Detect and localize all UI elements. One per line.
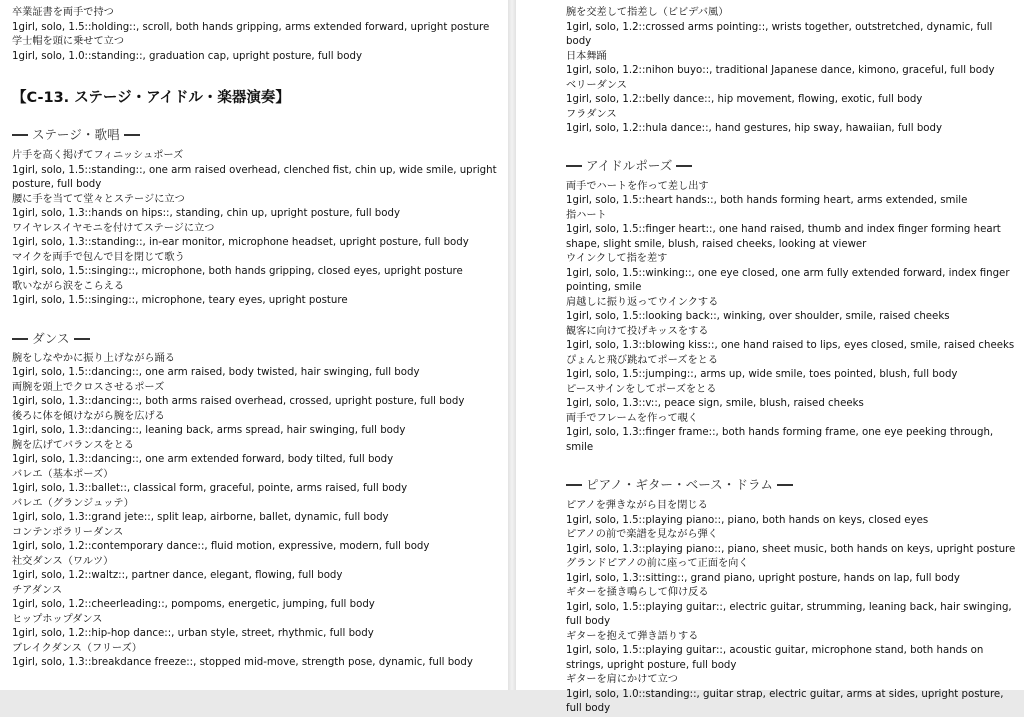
- entry-prompt: 1girl, solo, 1.5::winking::, one eye closed, one arm fully extended forward, index finger pointing, smile: [566, 267, 1010, 293]
- list-item: [566, 180, 1016, 209]
- entry-prompt: 1girl, solo, 1.3::blowing kiss::, one hand raised to lips, eyes closed, smile, raised cheeks: [566, 340, 1015, 351]
- entry-title: バレエ（グランジュッテ）: [12, 497, 134, 509]
- entry-title: 学士帽を頭に乗せて立つ: [12, 36, 125, 47]
- entry-prompt: 1girl, solo, 1.2::cheerleading::, pompoms, energetic, jumping, full body: [12, 599, 375, 610]
- entry-title: マイクを両手で包んで目を閉じて歌う: [12, 251, 185, 263]
- entry-title: 片手を高く掲げてフィニッシュポーズ: [12, 150, 184, 161]
- entry-prompt: 1girl, solo, 1.3::dancing::, leaning back, arms spread, hair swinging, full body: [12, 425, 406, 436]
- entry-prompt: 1girl, solo, 1.5::playing piano::, piano, both hands on keys, closed eyes: [566, 514, 929, 526]
- entry-title: 腕を交差して指差し（ビビデバ風）: [566, 7, 729, 18]
- entry-prompt: 1girl, solo, 1.0::standing::, guitar strap, electric guitar, arms at sides, upright posture, full body: [566, 688, 1004, 714]
- list-item: [12, 149, 498, 193]
- list-item: [12, 642, 498, 671]
- entry-title: 歌いながら涙をこらえる: [12, 280, 125, 292]
- entry-title: 両腕を頭上でクロスさせるポーズ: [12, 381, 165, 393]
- list-item: [12, 439, 498, 468]
- entry-prompt: 1girl, solo, 1.3::ballet::, classical form, graceful, pointe, arms raised, full body: [12, 483, 408, 494]
- list-item: [566, 586, 1016, 630]
- section-heading-text: ピアノ・ギター・ベース・ドラム: [586, 477, 774, 492]
- dash-decoration: [12, 338, 28, 340]
- intro-list: [12, 6, 498, 64]
- list-item: [566, 354, 1016, 383]
- entry-title: ヒップホップダンス: [12, 613, 103, 625]
- dash-decoration: [12, 134, 28, 136]
- list-item: [566, 557, 1016, 586]
- dash-decoration: [676, 165, 692, 167]
- entry-title: 腰に手を当てて堂々とステージに立つ: [12, 193, 185, 205]
- entry-prompt: 1girl, solo, 1.2::crossed arms pointing::, wrists together, outstretched, dynamic, full body: [566, 21, 993, 47]
- section-heading-music: [566, 477, 1016, 493]
- list-item: [566, 209, 1016, 253]
- list-item: [566, 383, 1016, 412]
- entry-prompt: 1girl, solo, 1.5::playing guitar::, electric guitar, strumming, leaning back, hair swinging, full body: [566, 601, 1012, 627]
- entry-prompt: 1girl, solo, 1.5::standing::, one arm raised overhead, clenched fist, chin up, wide smile, upright posture, full body: [12, 164, 497, 190]
- list-item: [566, 528, 1016, 557]
- list-item: [12, 6, 498, 35]
- entry-prompt: 1girl, solo, 1.2::contemporary dance::, fluid motion, expressive, modern, full body: [12, 541, 430, 552]
- list-item: [12, 193, 498, 222]
- list-item: [12, 555, 498, 584]
- entry-prompt: 1girl, solo, 1.3::dancing::, one arm extended forward, body tilted, full body: [12, 454, 394, 465]
- entry-prompt: 1girl, solo, 1.0::standing::, graduation cap, upright posture, full body: [12, 50, 362, 62]
- entry-prompt: 1girl, solo, 1.5::singing::, microphone, both hands gripping, closed eyes, upright posture: [12, 266, 463, 277]
- list-item: [566, 630, 1016, 674]
- entry-title: 卒業証書を両手で持つ: [12, 7, 114, 18]
- entry-prompt: 1girl, solo, 1.2::waltz::, partner dance, elegant, flowing, full body: [12, 570, 343, 581]
- dash-decoration: [777, 484, 793, 486]
- list-item: [566, 79, 1016, 108]
- list-item: [566, 325, 1016, 354]
- list-item: [12, 410, 498, 439]
- entry-prompt: 1girl, solo, 1.2::belly dance::, hip movement, flowing, exotic, full body: [566, 94, 923, 105]
- stage-list: [12, 149, 498, 309]
- intro-list: [566, 6, 1016, 137]
- entry-prompt: 1girl, solo, 1.2::hula dance::, hand gestures, hip sway, hawaiian, full body: [566, 123, 943, 134]
- section-heading-stage: [12, 127, 498, 143]
- entry-prompt: 1girl, solo, 1.5::finger heart::, one hand raised, thumb and index finger forming heart shape, slight smile, blush, raised cheeks, looking at viewer: [566, 224, 1001, 250]
- dash-decoration: [124, 134, 140, 136]
- entry-title: 肩越しに振り返ってウインクする: [566, 296, 719, 308]
- list-item: [12, 526, 498, 555]
- dash-decoration: [74, 338, 90, 340]
- list-item: [12, 584, 498, 613]
- entry-prompt: 1girl, solo, 1.2::hip-hop dance::, urban style, street, rhythmic, full body: [12, 628, 374, 639]
- chapter-title: 【C-13. ステージ・アイドル・楽器演奏】: [12, 90, 290, 106]
- entry-prompt: 1girl, solo, 1.3::v::, peace sign, smile, blush, raised cheeks: [566, 398, 864, 409]
- entry-title: ブレイクダンス（フリーズ）: [12, 642, 142, 654]
- section-heading-text: ステージ・歌唱: [32, 127, 120, 142]
- entry-prompt: 1girl, solo, 1.5::jumping::, arms up, wide smile, toes pointed, blush, full body: [566, 369, 958, 380]
- idol-list: [566, 180, 1016, 456]
- dash-decoration: [566, 484, 582, 486]
- page-gutter: [508, 0, 516, 690]
- entry-title: フラダンス: [566, 108, 617, 120]
- list-item: [12, 468, 498, 497]
- list-item: [12, 280, 498, 309]
- list-item: [566, 499, 1016, 528]
- list-item: [566, 673, 1016, 717]
- entry-title: 腕を広げてバランスをとる: [12, 439, 134, 451]
- entry-title: ピアノの前で楽譜を見ながら弾く: [566, 529, 718, 540]
- entry-prompt: 1girl, solo, 1.5::holding::, scroll, both hands gripping, arms extended forward, upright posture: [12, 21, 490, 33]
- entry-title: ウインクして指を差す: [566, 253, 668, 264]
- list-item: [12, 352, 498, 381]
- entry-title: 観客に向けて投げキッスをする: [566, 325, 709, 337]
- entry-prompt: 1girl, solo, 1.5::dancing::, one arm raised, body twisted, hair swinging, full body: [12, 367, 420, 378]
- music-list: [566, 499, 1016, 717]
- entry-prompt: 1girl, solo, 1.2::nihon buyo::, traditional Japanese dance, kimono, graceful, full body: [566, 65, 995, 76]
- list-item: [566, 252, 1016, 296]
- entry-title: ギターを抱えて弾き語りする: [566, 630, 699, 642]
- entry-title: 両手でハートを作って差し出す: [566, 180, 709, 192]
- entry-title: ギターを肩にかけて立つ: [566, 674, 678, 685]
- section-heading-dance: [12, 331, 498, 347]
- entry-prompt: 1girl, solo, 1.3::finger frame::, both hands forming frame, one eye peeking through, smile: [566, 427, 994, 453]
- entry-title: 腕をしなやかに振り上げながら踊る: [12, 352, 175, 364]
- list-item: [566, 50, 1016, 79]
- entry-title: ワイヤレスイヤモニを付けてステージに立つ: [12, 222, 215, 234]
- list-item: [12, 613, 498, 642]
- dash-decoration: [566, 165, 582, 167]
- section-heading-idol: [566, 158, 1016, 174]
- entry-prompt: 1girl, solo, 1.3::hands on hips::, standing, chin up, upright posture, full body: [12, 208, 401, 219]
- entry-prompt: 1girl, solo, 1.5::heart hands::, both hands forming heart, arms extended, smile: [566, 195, 968, 206]
- entry-title: 後ろに体を傾けながら腕を広げる: [12, 410, 165, 422]
- entry-prompt: 1girl, solo, 1.3::standing::, in-ear monitor, microphone headset, upright posture, full body: [12, 237, 469, 248]
- entry-prompt: 1girl, solo, 1.5::singing::, microphone, teary eyes, upright posture: [12, 295, 348, 306]
- entry-title: 社交ダンス（ワルツ）: [12, 555, 114, 567]
- dance-list: [12, 352, 498, 671]
- entry-prompt: 1girl, solo, 1.5::looking back::, winking, over shoulder, smile, raised cheeks: [566, 311, 950, 322]
- section-heading-text: ダンス: [32, 330, 70, 346]
- entry-prompt: 1girl, solo, 1.3::sitting::, grand piano, upright posture, hands on lap, full body: [566, 572, 960, 584]
- list-item: [12, 35, 498, 64]
- list-item: [12, 497, 498, 526]
- entry-title: ピースサインをしてポーズをとる: [566, 383, 717, 395]
- entry-prompt: 1girl, solo, 1.3::dancing::, both arms raised overhead, crossed, upright posture, full body: [12, 396, 465, 407]
- entry-title: ベリーダンス: [566, 79, 627, 91]
- entry-title: ぴょんと飛び跳ねてポーズをとる: [566, 354, 719, 366]
- entry-prompt: 1girl, solo, 1.5::playing guitar::, acoustic guitar, microphone stand, both hands on strings, upright posture, full body: [566, 645, 984, 671]
- entry-title: バレエ（基本ポーズ）: [12, 468, 114, 480]
- entry-title: 日本舞踊: [566, 50, 607, 62]
- list-item: [566, 6, 1016, 50]
- entry-title: チアダンス: [12, 584, 63, 596]
- entry-title: グランドピアノの前に座って正面を向く: [566, 558, 749, 569]
- right-page: [516, 0, 1024, 714]
- entry-title: 指ハート: [566, 209, 607, 221]
- list-item: [12, 251, 498, 280]
- list-item: [12, 381, 498, 410]
- entry-title: ピアノを弾きながら目を閉じる: [566, 500, 708, 511]
- left-page: [0, 0, 508, 690]
- entry-title: ギターを掻き鳴らして仰け反る: [566, 587, 709, 598]
- entry-prompt: 1girl, solo, 1.3::grand jete::, split leap, airborne, ballet, dynamic, full body: [12, 512, 389, 523]
- list-item: [566, 108, 1016, 137]
- entry-prompt: 1girl, solo, 1.3::breakdance freeze::, stopped mid-move, strength pose, dynamic, full body: [12, 657, 473, 668]
- entry-title: 両手でフレームを作って覗く: [566, 412, 699, 424]
- entry-title: コンテンポラリーダンス: [12, 526, 124, 538]
- section-heading-text: アイドルポーズ: [586, 157, 673, 173]
- entry-prompt: 1girl, solo, 1.3::playing piano::, piano, sheet music, both hands on keys, upright posture: [566, 543, 1016, 555]
- list-item: [566, 296, 1016, 325]
- list-item: [12, 222, 498, 251]
- list-item: [566, 412, 1016, 456]
